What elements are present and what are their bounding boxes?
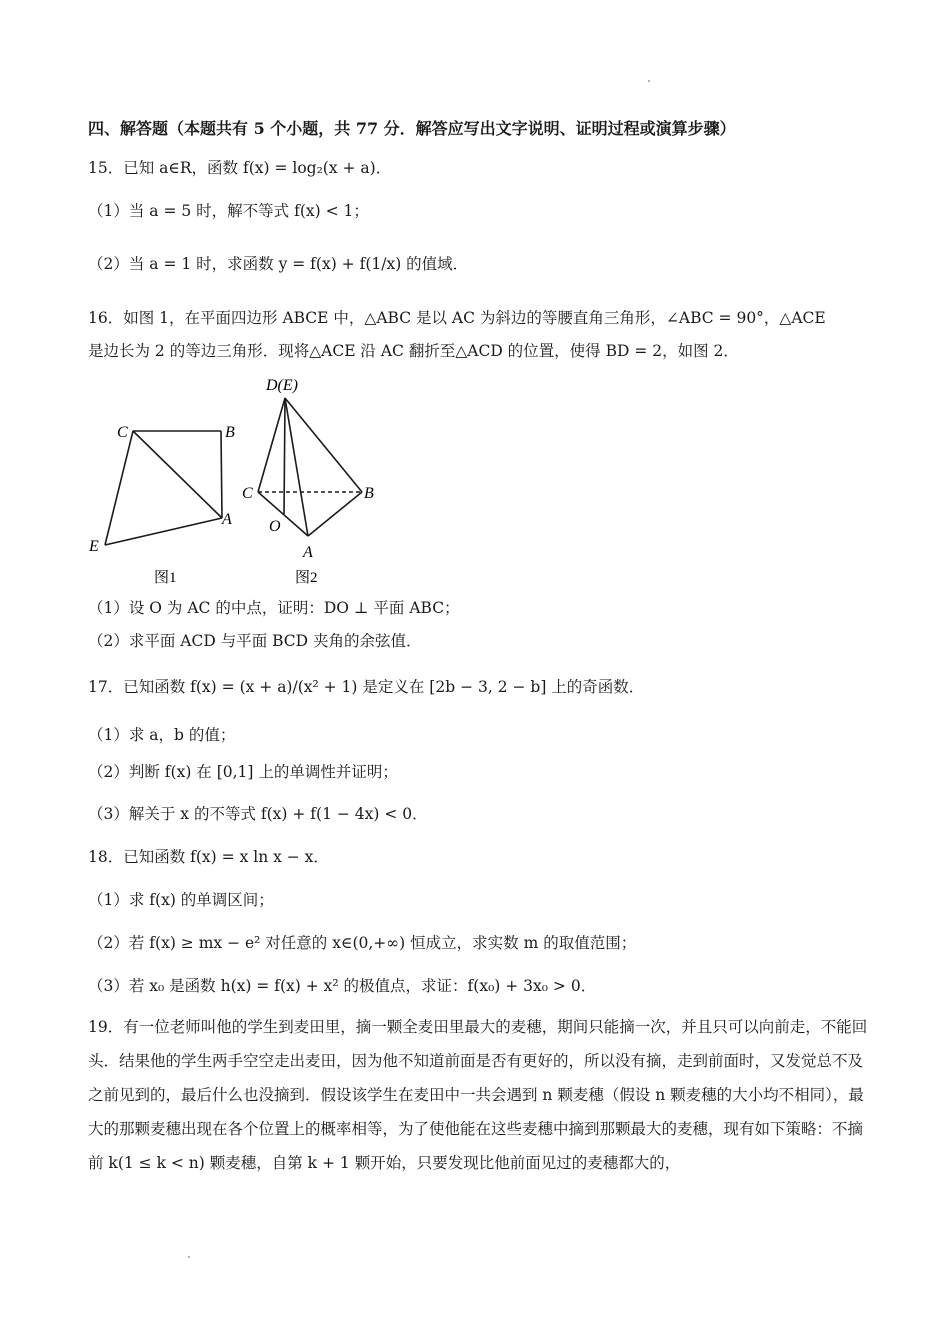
problem-15-part-2: （2）当 a = 1 时，求函数 y = f(x) + f(1/x) 的值域． [88, 255, 469, 273]
fig2-edge-ca [258, 492, 308, 536]
fig2-edge-dc [258, 398, 285, 492]
problem-17-part-3: （3）解关于 x 的不等式 f(x) + f(1 − 4x) < 0． [88, 805, 428, 823]
fig2-edge-da [285, 398, 308, 536]
fig2-edge-do [284, 398, 285, 514]
fig2-label-b: B [364, 485, 374, 502]
scan-speck [648, 80, 650, 82]
figure-2 [258, 398, 362, 536]
fig2-label-a: A [303, 544, 313, 561]
problem-17-part-2: （2）判断 f(x) 在 [0,1] 上的单调性并证明； [88, 763, 398, 781]
fig1-caption: 图1 [154, 570, 177, 586]
geometry-figures [80, 368, 400, 590]
fig1-edge-ba [221, 431, 222, 518]
problem-17-stem: 17．已知函数 f(x) = (x + a)/(x² + 1) 是定义在 [2b − 3, 2 − b] 上的奇函数． [88, 678, 645, 696]
fig1-label-a: A [222, 511, 232, 528]
figure-1 [105, 431, 222, 545]
fig1-label-b: B [225, 424, 235, 441]
problem-17-part-1: （1）求 a，b 的值； [88, 726, 236, 744]
fig2-label-c: C [242, 485, 253, 502]
fig1-label-e: E [89, 538, 99, 555]
problem-19-text: 19．有一位老师叫他的学生到麦田里，摘一颗全麦田里最大的麦穗，期间只能摘一次，并且只可以向前走，不能回头．结果他的学生两手空空走出麦田，因为他不知道前面是否有更好的，所以没有摘，走到前面时，又发觉总不及之前见到的，最后什么也没摘到．假设该学生在麦田中一共会遇到 n 颗麦穗（假设 n 颗麦穗的大小均不相同），最大的那颗麦穗出现在各个位置上的概率相等，为了使他能在这些麦穗中摘到那颗最大的麦穗，现有如下策略：不摘前 k(1 ≤ k < n) 颗麦穗，自第 k + 1 颗开始，只要发现比他前面见过的麦穗都大的， [88, 1018, 868, 1172]
fig1-label-c: C [117, 424, 128, 441]
problem-16-stem-line-1: 16．如图 1，在平面四边形 ABCE 中，△ABC 是以 AC 为斜边的等腰直角三角形，∠ABC = 90°，△ACE [88, 309, 826, 327]
problem-15-part-1: （1）当 a = 5 时，解不等式 f(x) < 1； [88, 202, 369, 220]
problem-15-stem: 15．已知 a∈R，函数 f(x) = log₂(x + a)． [88, 159, 392, 177]
fig1-edge-ea [105, 518, 222, 545]
problem-18-part-3: （3）若 x₀ 是函数 h(x) = f(x) + x² 的极值点，求证：f(x₀) + 3x₀ > 0． [88, 977, 597, 995]
section-heading: 四、解答题（本题共有 5 个小题，共 77 分．解答应写出文字说明、证明过程或演算步骤） [88, 119, 736, 138]
fig2-edge-ba [308, 492, 362, 536]
fig2-edge-db [285, 398, 362, 492]
scan-speck [188, 1256, 190, 1258]
problem-16-part-2: （2）求平面 ACD 与平面 BCD 夹角的余弦值． [88, 632, 422, 650]
fig2-label-d: D(E) [266, 377, 298, 394]
problem-18-stem: 18．已知函数 f(x) = x ln x − x． [88, 848, 329, 866]
problem-18-part-1: （1）求 f(x) 的单调区间； [88, 891, 274, 909]
fig2-caption: 图2 [295, 570, 318, 586]
problem-18-part-2: （2）若 f(x) ≥ mx − e² 对任意的 x∈(0,+∞) 恒成立，求实数 m 的取值范围； [88, 934, 637, 952]
fig2-label-o: O [269, 518, 281, 535]
fig1-edge-ce [105, 431, 133, 545]
problem-16-stem-line-2: 是边长为 2 的等边三角形．现将△ACE 沿 AC 翻折至△ACD 的位置，使得 BD = 2，如图 2． [88, 342, 739, 360]
problem-16-part-1: （1）设 O 为 AC 的中点，证明：DO ⊥ 平面 ABC； [88, 599, 460, 617]
fig1-edge-ca [133, 431, 222, 518]
